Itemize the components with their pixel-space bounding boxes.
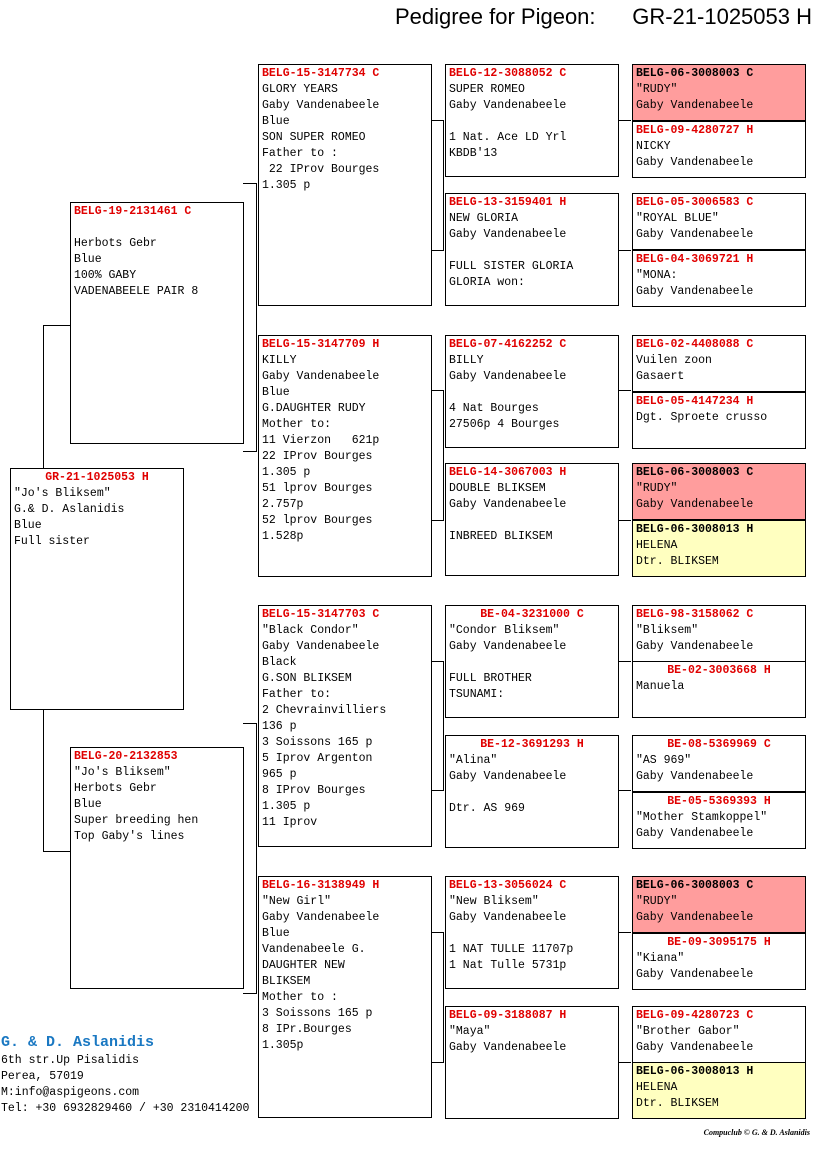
- info-line: 3 Soissons 165 p: [262, 736, 373, 749]
- info-line: Gaby Vandenabeele: [449, 640, 567, 653]
- ring-number: BELG-09-4280727 H: [636, 124, 754, 137]
- info-line: Gaby Vandenabeele: [636, 770, 754, 783]
- info-line: 1 NAT TULLE 11707p: [449, 943, 574, 956]
- info-line: Dtr. BLIKSEM: [636, 1097, 719, 1110]
- ring-number: BELG-12-3088052 C: [449, 67, 567, 80]
- ggp-card-sss[interactable]: [445, 64, 619, 177]
- dam-card[interactable]: [70, 747, 244, 989]
- info-line: Mother to:: [262, 418, 332, 431]
- info-line: "RUDY": [636, 482, 678, 495]
- granddam-sire-side-card[interactable]: [258, 335, 432, 577]
- info-line: Gaby Vandenabeele: [449, 99, 567, 112]
- info-line: HELENA: [636, 1081, 678, 1094]
- info-line: Blue: [262, 927, 290, 940]
- info-line: Gaby Vandenabeele: [636, 156, 754, 169]
- info-line: [449, 114, 615, 130]
- info-line: Gaby Vandenabeele: [636, 498, 754, 511]
- info-line: "AS 969": [636, 754, 692, 767]
- info-line: Gaby Vandenabeele: [262, 370, 380, 383]
- info-line: Gaby Vandenabeele: [636, 640, 754, 653]
- info-line: Black: [262, 656, 297, 669]
- ring-number: BELG-19-2131461 C: [74, 205, 192, 218]
- grandsire-sire-side-card[interactable]: [258, 64, 432, 306]
- info-line: 1.528p: [262, 530, 304, 543]
- subject-card[interactable]: [10, 468, 184, 710]
- ggp-card-ssd[interactable]: [445, 193, 619, 306]
- info-line: 136 p: [262, 720, 297, 733]
- info-line: HELENA: [636, 539, 678, 552]
- gen4-card[interactable]: [632, 463, 806, 520]
- info-line: Gaby Vandenabeele: [636, 911, 754, 924]
- info-line: TSUNAMI:: [449, 688, 505, 701]
- info-line: [449, 385, 615, 401]
- ring-number: BELG-09-3188087 H: [449, 1009, 567, 1022]
- info-line: 11 Iprov: [262, 816, 318, 829]
- info-line: GLORIA won:: [449, 276, 525, 289]
- footer-credit: Compuclub © G. & D. Aslanidis: [703, 1128, 810, 1137]
- ring-number: BE-09-3095175 H: [667, 936, 771, 949]
- ring-number: BELG-98-3158062 C: [636, 608, 754, 621]
- info-line: Dtr. BLIKSEM: [636, 555, 719, 568]
- gen4-card[interactable]: [632, 1006, 806, 1063]
- granddam-dam-side-card[interactable]: [258, 876, 432, 1118]
- info-line: Gaby Vandenabeele: [449, 228, 567, 241]
- info-line: 5 Iprov Argenton: [262, 752, 373, 765]
- owner-phone: Tel: +30 6932829460 / +30 2310414200: [1, 1102, 250, 1115]
- info-line: "Kiana": [636, 952, 685, 965]
- info-line: Dtr. AS 969: [449, 802, 525, 815]
- info-line: Dgt. Sproete crusso: [636, 411, 768, 424]
- ring-number: BELG-13-3159401 H: [449, 196, 567, 209]
- info-line: Full sister: [14, 535, 90, 548]
- info-line: 27506p 4 Bourges: [449, 418, 560, 431]
- gen4-card[interactable]: [632, 520, 806, 577]
- info-line: 1 Nat. Ace LD Yrl: [449, 131, 567, 144]
- gen4-card[interactable]: [632, 64, 806, 121]
- info-line: "Alina": [449, 754, 498, 767]
- info-line: 3 Soissons 165 p: [262, 1007, 373, 1020]
- info-line: NEW GLORIA: [449, 212, 519, 225]
- info-line: 2 Chevrainvilliers: [262, 704, 387, 717]
- info-line: Gaby Vandenabeele: [449, 1041, 567, 1054]
- info-line: "MONA:: [636, 269, 678, 282]
- info-line: [449, 513, 615, 529]
- gen4-card[interactable]: [632, 792, 806, 849]
- info-line: "Jo's Bliksem": [74, 766, 171, 779]
- ring-number: BELG-06-3008003 C: [636, 466, 754, 479]
- info-line: 11 Vierzon 621p: [262, 434, 380, 447]
- info-line: Blue: [262, 386, 290, 399]
- info-line: Gaby Vandenabeele: [449, 911, 567, 924]
- info-line: 1 Nat Tulle 5731p: [449, 959, 567, 972]
- info-line: "RUDY": [636, 83, 678, 96]
- title-label: Pedigree for Pigeon:: [394, 4, 596, 29]
- info-line: Gaby Vandenabeele: [636, 968, 754, 981]
- info-line: VADENABEELE PAIR 8: [74, 285, 199, 298]
- info-line: KBDB'13: [449, 147, 498, 160]
- info-line: [449, 655, 615, 671]
- info-line: 22 IProv Bourges: [262, 163, 380, 176]
- title-ring: GR-21-1025053 H: [632, 4, 812, 29]
- info-line: Blue: [74, 798, 102, 811]
- info-line: "Mother Stamkoppel": [636, 811, 768, 824]
- ring-number: BELG-07-4162252 C: [449, 338, 567, 351]
- info-line: BLIKSEM: [262, 975, 311, 988]
- ggp-card-dsd[interactable]: [445, 735, 619, 848]
- info-line: Super breeding hen: [74, 814, 199, 827]
- ring-number: BELG-06-3008013 H: [636, 1065, 754, 1078]
- owner-address-line: Perea, 57019: [1, 1070, 84, 1083]
- info-line: Herbots Gebr: [74, 237, 157, 250]
- gen4-card[interactable]: [632, 735, 806, 792]
- info-line: [74, 220, 240, 236]
- info-line: 8 IPr.Bourges: [262, 1023, 352, 1036]
- info-line: [449, 926, 615, 942]
- info-line: Gaby Vandenabeele: [636, 827, 754, 840]
- info-line: Gaby Vandenabeele: [449, 770, 567, 783]
- ring-number: BELG-20-2132853: [74, 750, 178, 763]
- info-line: 1.305 p: [262, 466, 311, 479]
- info-line: Gaby Vandenabeele: [262, 640, 380, 653]
- gen4-card[interactable]: [632, 661, 806, 718]
- ring-number: BELG-16-3138949 H: [262, 879, 380, 892]
- info-line: [449, 785, 615, 801]
- gen4-card[interactable]: [632, 335, 806, 392]
- page-title: [0, 4, 812, 30]
- ring-number: BELG-05-4147234 H: [636, 395, 754, 408]
- gen4-card[interactable]: [632, 250, 806, 307]
- info-line: 52 lprov Bourges: [262, 514, 373, 527]
- info-line: Gaby Vandenabeele: [636, 1041, 754, 1054]
- info-line: 1.305p: [262, 1039, 304, 1052]
- ring-number: BELG-05-3006583 C: [636, 196, 754, 209]
- info-line: Vuilen zoon: [636, 354, 712, 367]
- info-line: Top Gaby's lines: [74, 830, 185, 843]
- info-line: [449, 243, 615, 259]
- info-line: INBREED BLIKSEM: [449, 530, 553, 543]
- ring-number: GR-21-1025053 H: [45, 471, 149, 484]
- gen4-card[interactable]: [632, 605, 806, 662]
- info-line: Gaby Vandenabeele: [262, 99, 380, 112]
- ring-number: BELG-06-3008003 C: [636, 67, 754, 80]
- info-line: NICKY: [636, 140, 671, 153]
- info-line: Mother to :: [262, 991, 338, 1004]
- gen4-card[interactable]: [632, 193, 806, 250]
- ring-number: BELG-02-4408088 C: [636, 338, 754, 351]
- info-line: G.SON BLIKSEM: [262, 672, 352, 685]
- info-line: 1.305 p: [262, 179, 311, 192]
- ring-number: BELG-04-3069721 H: [636, 253, 754, 266]
- info-line: FULL BROTHER: [449, 672, 532, 685]
- info-line: 8 IProv Bourges: [262, 784, 366, 797]
- gen4-card[interactable]: [632, 876, 806, 933]
- info-line: "Black Condor": [262, 624, 359, 637]
- ring-number: BE-05-5369393 H: [667, 795, 771, 808]
- gen4-card[interactable]: [632, 1062, 806, 1119]
- info-line: "New Bliksem": [449, 895, 539, 908]
- info-line: KILLY: [262, 354, 297, 367]
- info-line: Vandenabeele G.: [262, 943, 366, 956]
- gen4-card[interactable]: [632, 933, 806, 990]
- owner-address-line: 6th str.Up Pisalidis: [1, 1054, 140, 1067]
- ggp-card-dss[interactable]: [445, 605, 619, 718]
- gen4-card[interactable]: [632, 121, 806, 178]
- ring-number: BELG-06-3008003 C: [636, 879, 754, 892]
- info-line: FULL SISTER GLORIA: [449, 260, 574, 273]
- info-line: Gaby Vandenabeele: [636, 228, 754, 241]
- info-line: "Condor Bliksem": [449, 624, 560, 637]
- info-line: "Brother Gabor": [636, 1025, 740, 1038]
- ring-number: BELG-13-3056024 C: [449, 879, 567, 892]
- ring-number: BE-02-3003668 H: [667, 664, 771, 677]
- info-line: "ROYAL BLUE": [636, 212, 719, 225]
- ring-number: BELG-09-4280723 C: [636, 1009, 754, 1022]
- ring-number: BELG-06-3008013 H: [636, 523, 754, 536]
- info-line: 22 IProv Bourges: [262, 450, 373, 463]
- info-line: Blue: [14, 519, 42, 532]
- ring-number: BELG-15-3147703 C: [262, 608, 380, 621]
- info-line: Gaby Vandenabeele: [449, 498, 567, 511]
- ggp-card-dds[interactable]: [445, 876, 619, 989]
- info-line: Manuela: [636, 680, 685, 693]
- info-line: "Jo's Bliksem": [14, 487, 111, 500]
- info-line: 4 Nat Bourges: [449, 402, 539, 415]
- info-line: "Maya": [449, 1025, 491, 1038]
- info-line: Blue: [262, 115, 290, 128]
- sire-card[interactable]: [70, 202, 244, 444]
- info-line: "Bliksem": [636, 624, 699, 637]
- info-line: Father to:: [262, 688, 332, 701]
- info-line: 2.757p: [262, 498, 304, 511]
- info-line: Gasaert: [636, 370, 685, 383]
- gen4-card[interactable]: [632, 392, 806, 449]
- info-line: Herbots Gebr: [74, 782, 157, 795]
- ggp-card-ddd[interactable]: [445, 1006, 619, 1119]
- info-line: "RUDY": [636, 895, 678, 908]
- info-line: Father to :: [262, 147, 338, 160]
- info-line: BILLY: [449, 354, 484, 367]
- ring-number: BE-04-3231000 C: [480, 608, 584, 621]
- info-line: GLORY YEARS: [262, 83, 338, 96]
- info-line: 51 lprov Bourges: [262, 482, 373, 495]
- info-line: 1.305 p: [262, 800, 311, 813]
- info-line: Blue: [74, 253, 102, 266]
- info-line: DAUGHTER NEW: [262, 959, 345, 972]
- ring-number: BELG-15-3147709 H: [262, 338, 380, 351]
- info-line: G.DAUGHTER RUDY: [262, 402, 366, 415]
- ggp-card-sdd[interactable]: [445, 463, 619, 576]
- info-line: "New Girl": [262, 895, 332, 908]
- grandsire-dam-side-card[interactable]: [258, 605, 432, 847]
- info-line: G.& D. Aslanidis: [14, 503, 125, 516]
- ring-number: BE-08-5369969 C: [667, 738, 771, 751]
- info-line: SON SUPER ROMEO: [262, 131, 366, 144]
- ring-number: BELG-15-3147734 C: [262, 67, 380, 80]
- owner-email[interactable]: M:info@aspigeons.com: [1, 1086, 140, 1099]
- owner-block: [1, 1033, 249, 1117]
- info-line: Gaby Vandenabeele: [262, 911, 380, 924]
- ring-number: BELG-14-3067003 H: [449, 466, 567, 479]
- owner-name: G. & D. Aslanidis: [1, 1034, 155, 1051]
- info-line: 100% GABY: [74, 269, 137, 282]
- info-line: SUPER ROMEO: [449, 83, 525, 96]
- ggp-card-sds[interactable]: [445, 335, 619, 448]
- info-line: 965 p: [262, 768, 297, 781]
- ring-number: BE-12-3691293 H: [480, 738, 584, 751]
- info-line: Gaby Vandenabeele: [636, 285, 754, 298]
- info-line: DOUBLE BLIKSEM: [449, 482, 546, 495]
- info-line: Gaby Vandenabeele: [636, 99, 754, 112]
- info-line: Gaby Vandenabeele: [449, 370, 567, 383]
